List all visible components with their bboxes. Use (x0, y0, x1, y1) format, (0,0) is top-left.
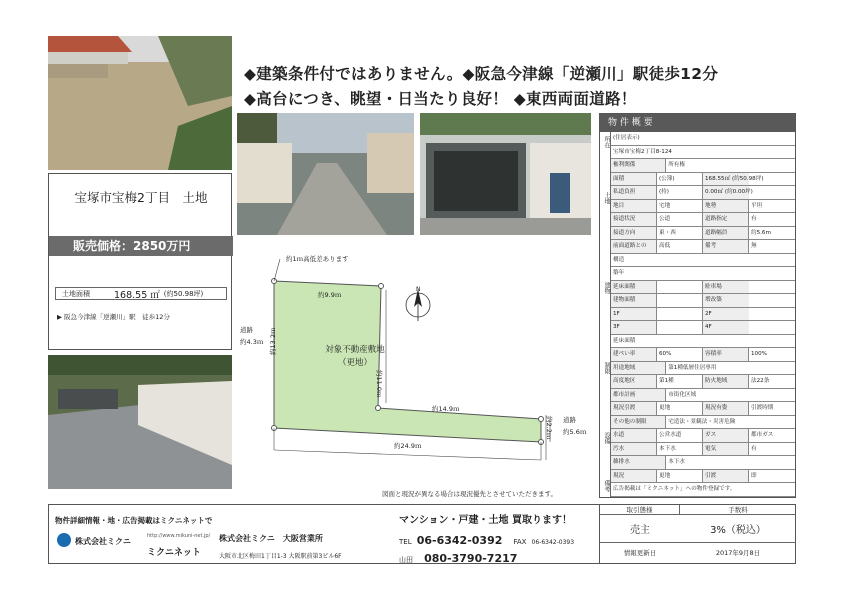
overview-cell: 約5.6m (751, 229, 771, 236)
overview-row (611, 308, 795, 322)
overview-cell: 建ぺい率 (611, 348, 657, 361)
company-logo-icon (57, 533, 71, 547)
overview-row (611, 159, 795, 173)
overview-cell: 法22条 (751, 378, 770, 384)
mobile-block (399, 547, 517, 566)
plot-center-label (300, 344, 410, 370)
overview-cell: 延床面積 (611, 281, 657, 294)
dim-top: 約9.9ｍ (318, 291, 342, 299)
overview-cell: 市街化区域 (668, 391, 697, 398)
overview-cell: 無 (751, 243, 757, 249)
overview-cell: 備考 (703, 240, 749, 253)
overview-cell: 防火地域 (703, 375, 749, 388)
overview-cell: 公道 (657, 213, 703, 226)
headline-line-2: ◆高台につき、眺望・日当たり良好！ ◆東西両面道路！ (244, 90, 637, 108)
overview-cell: 駐車場 (703, 281, 749, 294)
overview-cell: 本下水 (657, 443, 703, 456)
side-land: 土地 (603, 192, 610, 204)
overview-cell: 168.55㎡ (約50.98坪) (703, 173, 749, 186)
overview-cell: (住居表示) (613, 135, 640, 141)
overview-cell: 4F (703, 321, 749, 334)
overview-row (611, 281, 795, 295)
overview-side (600, 132, 611, 497)
overview-cell: 宅造法・景観法・災害危険 (668, 418, 736, 425)
overview-row (611, 213, 795, 227)
price-banner (49, 236, 233, 256)
overview-cell: 2F (703, 308, 749, 321)
left-road-name: 道路 (240, 326, 253, 334)
overview-cell: 建物面積 (611, 294, 657, 307)
plot-diagram (236, 245, 596, 500)
company-name: 株式会社ミクニ (75, 537, 131, 546)
overview-row (611, 146, 795, 160)
overview-cell: 60% (657, 348, 703, 361)
side-building: 建物 (603, 282, 610, 294)
overview-cell: その他の制限 (611, 416, 666, 429)
overview-row (611, 173, 795, 187)
side-restrict: 制限 (603, 362, 610, 374)
overview-cell: 高度地区 (611, 375, 657, 388)
overview-cell: 現況 (611, 470, 657, 483)
right-road-name: 道路 (563, 416, 576, 424)
overview-row (611, 389, 795, 403)
fax-number: 06-6342-0393 (531, 539, 575, 546)
overview-cell: 汚水 (611, 443, 657, 456)
overview-cell: 100% (751, 351, 767, 357)
dim-mid-horizontal: 約14.9ｍ (432, 405, 460, 413)
overview-cell: 宝塚市宝梅2丁目8-124 (613, 148, 672, 155)
overview-cell: 平坦 (751, 202, 763, 209)
dim-bottom: 約24.9ｍ (394, 442, 422, 450)
overview-cell: 本下水 (668, 459, 685, 465)
side-remarks: 備考 (603, 480, 610, 492)
branch-address: 大阪市北区梅田1丁目1-3 大阪駅前第3ビル6F (219, 553, 342, 560)
overview-panel (599, 113, 796, 498)
overview-row (611, 416, 795, 430)
brand-name: ミクニネット (147, 548, 201, 558)
area-value: 168.55 ㎡ (114, 289, 160, 301)
overview-cell: 水道 (611, 429, 657, 442)
property-title: 宝塚市宝梅2丁目 土地 (74, 190, 208, 205)
overview-rows (611, 132, 795, 497)
overview-cell: 第1種 (657, 375, 703, 388)
access-note: ▶ 阪急今津線「逆瀬川」駅 徒歩12分 (57, 313, 170, 321)
overview-cell: 即 (751, 472, 757, 479)
overview-cell: (公簿) (657, 173, 703, 186)
garage-photo-graphic (420, 113, 591, 235)
overview-cell: 東・西 (657, 227, 703, 240)
photo-garage (420, 113, 591, 235)
overview-row (611, 267, 795, 281)
overview-row (611, 200, 795, 214)
overview-cell: 0.00㎡ (約0.00坪) (703, 186, 749, 199)
overview-row (611, 294, 795, 308)
overview-cell: 有 (751, 445, 757, 452)
deal-label: 取引態様 (600, 505, 680, 514)
fee-label: 手数料 (728, 506, 748, 514)
overview-cell: 私道負担 (611, 186, 657, 199)
road-photo-graphic (237, 113, 414, 235)
overview-cell: 有 (751, 216, 757, 222)
contact-person: 山田 (399, 556, 413, 564)
overview-cell: 築年 (613, 270, 625, 276)
overview-cell: 接道状況 (611, 213, 657, 226)
overview-cell: 1F (611, 308, 657, 321)
overview-cell (657, 281, 703, 294)
price-label: 販売価格：2850万円 (73, 239, 191, 253)
overview-row (611, 335, 795, 349)
overview-cell: 現況有姿 (703, 402, 749, 415)
overview-cell: 都市ガス (751, 432, 774, 438)
overview-cell: 公営水道 (657, 429, 703, 442)
overview-cell: 更地 (657, 470, 703, 483)
plot-center-sub: （更地） (337, 358, 372, 368)
overview-row (611, 375, 795, 389)
overview-row (611, 443, 795, 457)
area-row (55, 287, 227, 300)
compass-label: N (416, 286, 421, 293)
terms-box (599, 505, 796, 563)
overview-cell: 第1種低層住居専用 (668, 364, 717, 371)
overview-cell: 構造 (613, 256, 625, 263)
branch-name: 株式会社ミクニ 大阪営業所 (219, 534, 323, 543)
overview-row (611, 321, 795, 335)
overview-row (611, 362, 795, 376)
overview-cell: 雑排水 (611, 456, 666, 469)
dim-left: 約13.2ｍ (269, 327, 277, 355)
overview-cell: 引渡 (703, 470, 749, 483)
plot-note-height: 約1ｍ高低差あります (286, 255, 349, 263)
overview-cell: 増改築 (703, 294, 749, 307)
overview-cell: 高低 (657, 240, 703, 253)
side-location: 所在 (603, 136, 610, 148)
overview-cell: 道路幅員 (703, 227, 749, 240)
overview-cell: 用途地域 (611, 362, 666, 375)
left-road-label (240, 324, 263, 348)
overview-title: 物 件 概 要 (600, 114, 795, 132)
tel-number[interactable]: 06-6342-0392 (416, 534, 503, 547)
overview-row (611, 348, 795, 362)
overview-cell: 前面道路との (611, 240, 657, 253)
overview-row (611, 132, 795, 146)
footer (48, 504, 796, 564)
headline-line-1: ◆建築条件付ではありません。◆阪急今津線「逆瀬川」駅徒歩12分 (244, 65, 719, 83)
overview-cell: 地勢 (703, 200, 749, 213)
overview-cell: 引渡時期 (751, 405, 774, 411)
plot-center-title: 対象不動産敷地 (325, 345, 385, 355)
buy-banner: マンション・戸建・土地 買取ります！ (399, 515, 573, 526)
overview-row (611, 470, 795, 484)
overview-row (611, 227, 795, 241)
overview-row (611, 429, 795, 443)
overview-row (611, 483, 795, 497)
overview-cell: 広告掲載は「ミクニネット」への物件登録です。 (613, 486, 736, 492)
overview-cell: (持) (657, 186, 703, 199)
overview-cell: 3F (611, 321, 657, 334)
fax-label: FAX (513, 538, 527, 546)
photo-driveway (48, 355, 232, 489)
lot-photo-graphic (48, 36, 232, 170)
area-tsubo: (約50.98坪) (163, 289, 204, 298)
driveway-photo-graphic (48, 355, 232, 489)
overview-cell: 面積 (611, 173, 657, 186)
overview-cell (657, 294, 703, 307)
overview-row (611, 186, 795, 200)
overview-cell: 電気 (703, 443, 749, 456)
right-road-width: 約5.6ｍ (563, 428, 587, 436)
overview-cell: 道路指定 (703, 213, 749, 226)
overview-cell: 宅地 (657, 200, 703, 213)
area-label: 土地面積 (62, 289, 90, 298)
overview-cell: 権利関係 (611, 159, 666, 172)
photo-lot (48, 36, 232, 170)
fee-value: 3%（税込） (710, 525, 766, 536)
overview-row (611, 402, 795, 416)
tel-block (399, 529, 574, 548)
left-road-width: 約4.3ｍ (240, 338, 264, 346)
right-road-label (563, 414, 586, 438)
dim-mid-vertical: 約11.0ｍ (375, 370, 383, 398)
overview-row (611, 240, 795, 254)
side-equip: 設備 (603, 432, 610, 444)
overview-cell: 更地 (657, 402, 703, 415)
overview-cell (657, 321, 703, 334)
plot-caption: 図面と現況が異なる場合は現況優先とさせていただきます。 (382, 490, 557, 498)
updated-label: 情報更新日 (623, 548, 657, 557)
dim-right: 約2.2ｍ (545, 416, 553, 440)
summary-box (48, 173, 232, 350)
footer-url[interactable]: http://www.mikuni-net.jp/ (147, 533, 211, 539)
updated-value: 2017年9月8日 (715, 548, 761, 557)
overview-cell: 地目 (611, 200, 657, 213)
overview-cell (657, 308, 703, 321)
deal-value: 売主 (630, 525, 650, 536)
overview-cell: 都市計画 (611, 389, 666, 402)
overview-cell: ガス (703, 429, 749, 442)
overview-cell: 容積率 (703, 348, 749, 361)
overview-row (611, 456, 795, 470)
overview-cell: 接道方向 (611, 227, 657, 240)
tel-label: TEL (399, 538, 412, 546)
overview-cell: 所有権 (668, 162, 685, 168)
overview-cell: 延床面積 (613, 337, 636, 344)
photo-road (237, 113, 414, 235)
overview-row (611, 254, 795, 268)
overview-cell: 現況引渡 (611, 402, 657, 415)
footer-tagline: 物件詳細情報・地・広告掲載はミクニネットで (55, 516, 213, 525)
mobile-number[interactable]: 080-3790-7217 (424, 552, 518, 565)
